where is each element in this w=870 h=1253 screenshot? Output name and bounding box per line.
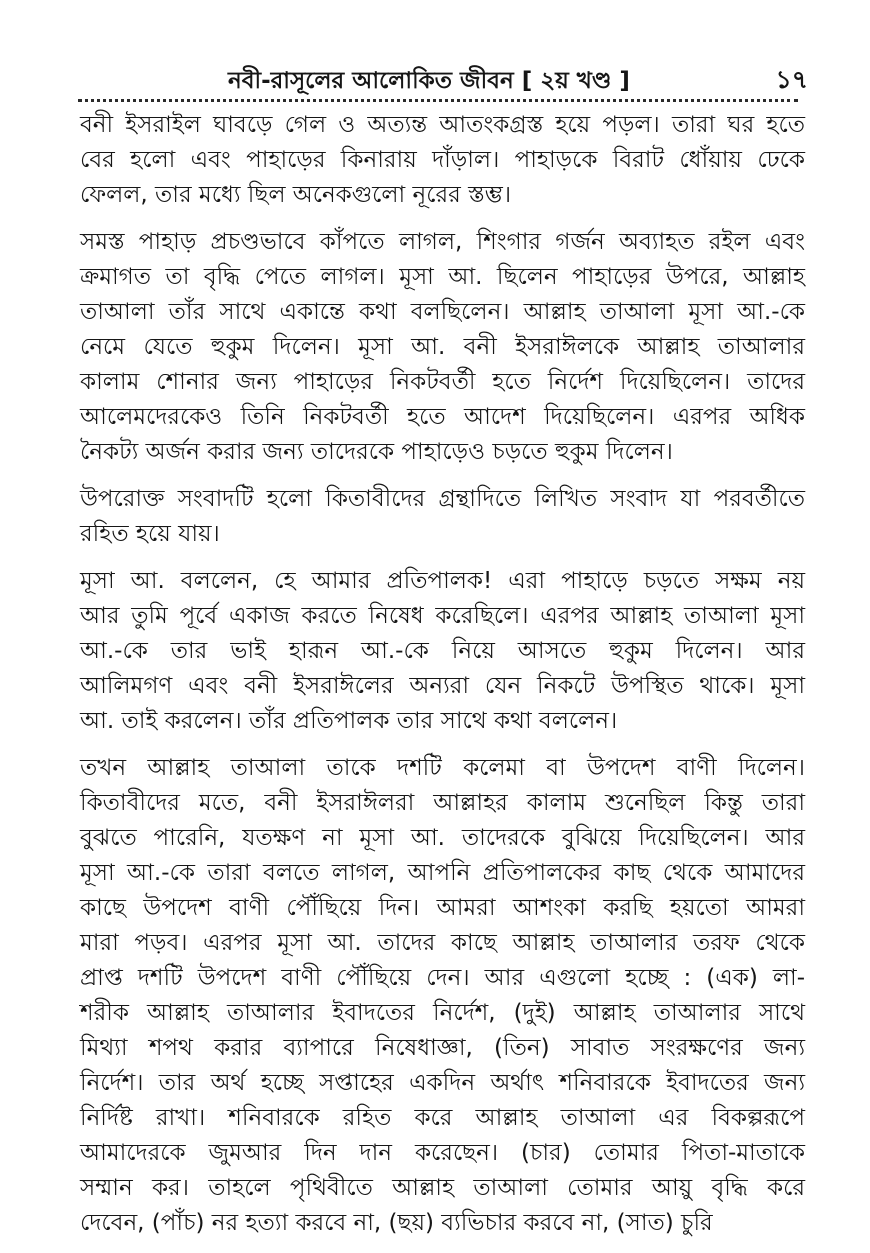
text-line: আমাদেরকে জুমআর দিন দান করেছেন। (চার) তোমার পিতা-মাতাকে	[80, 1140, 805, 1166]
text-line: তাআলা তাঁর সাথে একান্তে কথা বলছিলেন। আল্লাহ তাআলা মূসা আ.-কে	[80, 299, 805, 325]
text-line: মূসা আ. বললেন, হে আমার প্রতিপালক! এরা পাহাড়ে চড়তে সক্ষম নয়	[80, 568, 805, 594]
paragraph-1	[80, 108, 805, 213]
text-line: ক্রমাগত তা বৃদ্ধি পেতে লাগল। মূসা আ. ছিলেন পাহাড়ের উপরে, আল্লাহ	[80, 264, 805, 290]
text-line: সমস্ত পাহাড় প্রচণ্ডভাবে কাঁপতে লাগল, শিংগার গর্জন অব্যাহত রইল এবং	[80, 229, 805, 255]
text-line: মূসা আ.-কে তারা বলতে লাগল, আপনি প্রতিপালকের কাছ থেকে আমাদের	[80, 860, 805, 886]
text-line: ফেলল, তার মধ্যে ছিল অনেকগুলো নূরের স্তম্ভ।	[80, 182, 512, 208]
paragraph-4	[80, 564, 805, 739]
text-line: আলিমগণ এবং বনী ইসরাঈলের অন্যরা যেন নিকটে উপস্থিত থাকে। মূসা	[80, 673, 805, 699]
text-line: বের হলো এবং পাহাড়ের কিনারায় দাঁড়াল। পাহাড়কে বিরাট ধোঁয়ায় ঢেকে	[80, 147, 805, 173]
text-line: নেমে যেতে হুকুম দিলেন। মূসা আ. বনী ইসরাঈলকে আল্লাহ তাআলার	[80, 334, 805, 360]
text-line: বনী ইসরাইল ঘাবড়ে গেল ও অত্যন্ত আতংকগ্রস্ত হয়ে পড়ল। তারা ঘর হতে	[80, 112, 805, 138]
header-dotted-rule	[78, 99, 798, 102]
text-line: মিথ্যা শপথ করার ব্যাপারে নিষেধাজ্ঞা, (তিন) সাবাত সংরক্ষণের জন্য	[80, 1035, 805, 1061]
text-line: আলেমদেরকেও তিনি নিকটবর্তী হতে আদেশ দিয়েছিলেন। এরপর অধিক	[80, 404, 805, 430]
text-line: কিতাবীদের মতে, বনী ইসরাঈলরা আল্লাহর কালাম শুনেছিল কিন্তু তারা	[80, 790, 805, 816]
paragraph-2	[80, 225, 805, 470]
text-line: নৈকট্য অর্জন করার জন্য তাদেরকে পাহাড়েও চড়তে হুকুম দিলেন।	[80, 439, 673, 465]
text-line: শরীক আল্লাহ তাআলার ইবাদতের নির্দেশ, (দুই) আল্লাহ তাআলার সাথে	[80, 1000, 805, 1026]
text-line: প্রাপ্ত দশটি উপদেশ বাণী পৌঁছিয়ে দেন। আর এগুলো হচ্ছে : (এক) লা-	[80, 965, 805, 991]
paragraph-5	[80, 751, 805, 1241]
text-line: আ. তাই করলেন। তাঁর প্রতিপালক তার সাথে কথা বললেন।	[80, 708, 618, 734]
text-line: আর তুমি পূর্বে একাজ করতে নিষেধ করেছিলে। এরপর আল্লাহ তাআলা মূসা	[80, 603, 805, 629]
text-line: নির্দিষ্ট রাখা। শনিবারকে রহিত করে আল্লাহ তাআলা এর বিকল্পরূপে	[80, 1105, 805, 1131]
text-line: সম্মান কর। তাহলে পৃথিবীতে আল্লাহ তাআলা তোমার আয়ু বৃদ্ধি করে	[80, 1175, 805, 1201]
page-number: ১৭	[775, 65, 808, 94]
body-text	[80, 108, 805, 1253]
running-title: নবী-রাসূলের আলোকিত জীবন [ ২য় খণ্ড ]	[228, 68, 630, 94]
paragraph-3	[80, 482, 805, 552]
text-line: আ.-কে তার ভাই হারূন আ.-কে নিয়ে আসতে হুকুম দিলেন। আর	[80, 638, 805, 664]
text-line: মারা পড়ব। এরপর মূসা আ. তাদের কাছে আল্লাহ তাআলার তরফ থেকে	[80, 930, 805, 956]
text-line: রহিত হয়ে যায়।	[80, 521, 220, 547]
text-line: দেবেন, (পাঁচ) নর হত্যা করবে না, (ছয়) ব্যভিচার করবে না, (সাত) চুরি	[80, 1210, 713, 1236]
text-line: নির্দেশ। তার অর্থ হচ্ছে সপ্তাহের একদিন অর্থাৎ শনিবারকে ইবাদতের জন্য	[80, 1070, 805, 1096]
text-line: কাছে উপদেশ বাণী পৌঁছিয়ে দিন। আমরা আশংকা করছি হয়তো আমরা	[80, 895, 805, 921]
text-line: কালাম শোনার জন্য পাহাড়ের নিকটবর্তী হতে নির্দেশ দিয়েছিলেন। তাদের	[80, 369, 805, 395]
text-line: বুঝতে পারেনি, যতক্ষণ না মূসা আ. তাদেরকে বুঝিয়ে দিয়েছিলেন। আর	[80, 825, 805, 851]
page-header	[78, 58, 808, 96]
text-line: উপরোক্ত সংবাদটি হলো কিতাবীদের গ্রন্থাদিতে লিখিত সংবাদ যা পরবর্তীতে	[80, 486, 805, 512]
text-line: তখন আল্লাহ তাআলা তাকে দশটি কলেমা বা উপদেশ বাণী দিলেন।	[80, 755, 805, 781]
